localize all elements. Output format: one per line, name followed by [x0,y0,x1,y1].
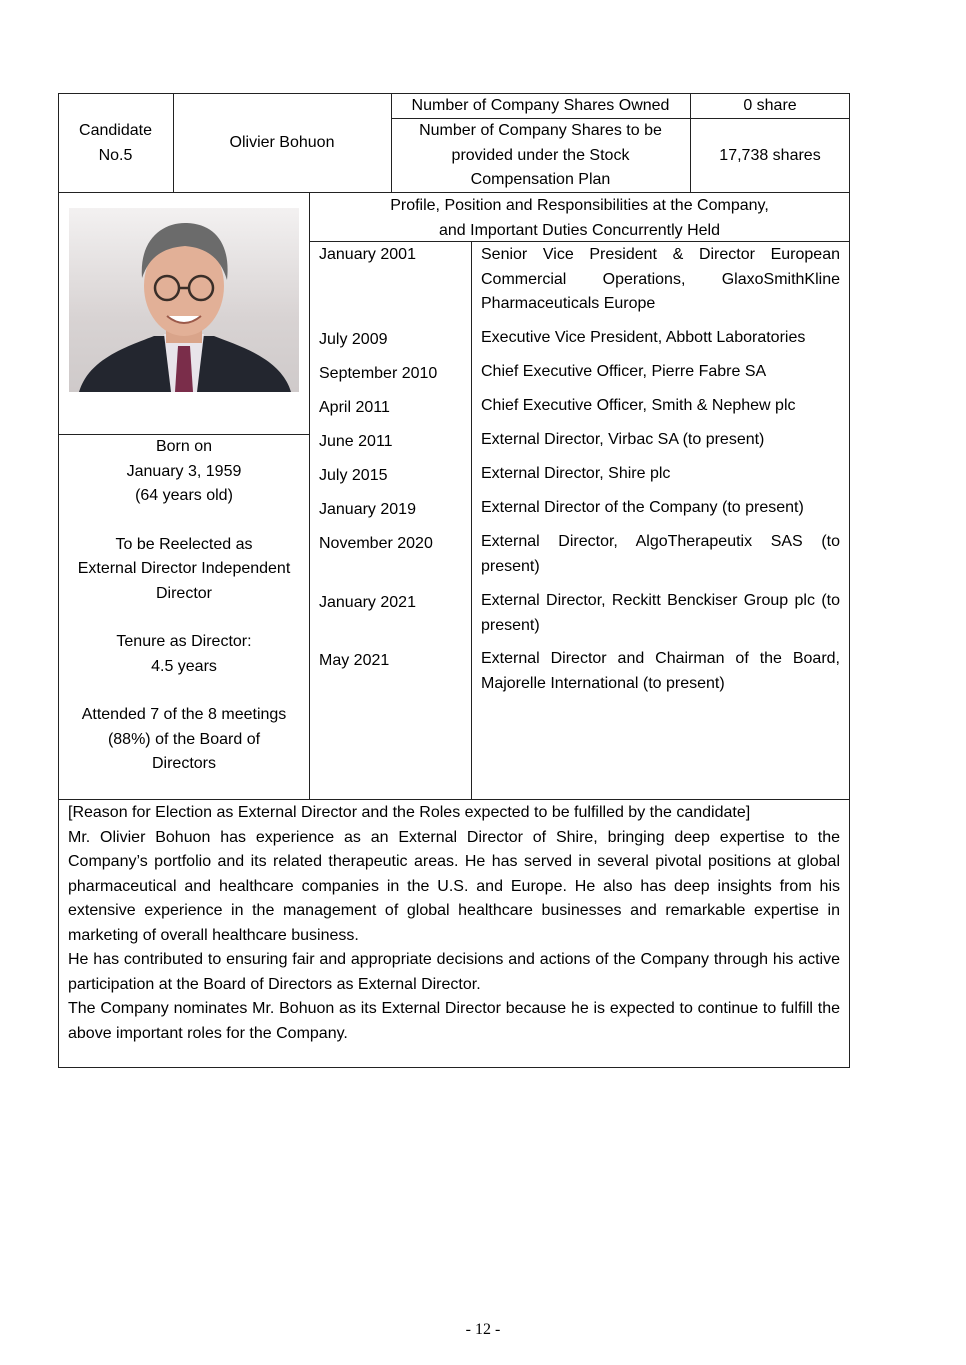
profile-date: July 2009 [319,331,388,348]
profile-desc: External Director and Chairman of the Board, Majorelle International (to present) [481,650,840,692]
candidate-no: No.5 [98,146,133,164]
reason-paragraph: Mr. Olivier Bohuon has experience as an External Director of Shire, bringing deep expertise to the Company’s portfolio and its related therapeutic areas. He has served in several pivotal positions at global pharmaceutical and healthcare companies in the U.S. and Europe. He also has deep insights from his extensive experience in the management of global healthcare businesses and remarkable expertise in marketing of overall healthcare business. [68,828,840,944]
reelect-line-2: External Director Independent [77,560,291,577]
tenure-value: 4.5 years [151,657,217,675]
shares-provided-value: 17,738 shares [719,147,821,164]
profile-desc: External Director, Reckitt Benckiser Group plc (to present) [481,592,840,634]
tenure-label: Tenure as Director: [116,633,252,650]
reelect-line-1: To be Reelected as [115,535,253,553]
attendance-line-3: Directors [151,755,216,772]
born-label: Born on [155,438,213,455]
reason-heading: [Reason for Election as External Director and the Roles expected to be fulfilled by the candidate] [68,804,751,821]
candidate-photo [69,208,299,392]
reelect-line-3: Director [155,584,212,602]
candidate-label: Candidate [79,122,152,139]
reason-section [68,801,840,1046]
candidate-number-cell [58,119,173,168]
profile-desc: External Director of the Company (to present) [481,499,804,516]
personal-info [58,435,310,777]
reason-paragraph: The Company nominates Mr. Bohuon as its External Director because he is expected to continue to fulfill the above important roles for the Company. [68,1000,840,1042]
shares-owned-value: 0 share [743,97,797,114]
attendance-line-1: Attended 7 of the 8 meetings [81,706,287,723]
profile-vline-dates [471,241,472,800]
profile-desc: Chief Executive Officer, Pierre Fabre SA [481,363,767,380]
profile-date: September 2010 [319,365,438,382]
profile-desc: External Director, Virbac SA (to present) [481,431,765,448]
profile-date: January 2021 [319,594,416,611]
reason-top-line [58,799,850,800]
page-number: - 12 - [465,1321,501,1338]
profile-date: January 2019 [319,501,416,518]
profile-desc: Senior Vice President & Director European Commercial Operations, GlaxoSmithKline Pharmaceuticals Europe [481,246,840,312]
profile-date: January 2001 [319,246,416,263]
profile-title: Profile, Position and Responsibilities at the Company, and Important Duties Concurrently Held [390,197,769,239]
shares-owned-label: Number of Company Shares Owned [411,97,670,114]
profile-desc: External Director, AlgoTherapeutix SAS (to present) [481,533,840,575]
profile-date: April 2011 [319,399,390,416]
profile-desc: Chief Executive Officer, Smith & Nephew plc [481,397,796,414]
attendance-line-2: (88%) of the Board of [107,730,261,748]
shares-provided-label: Number of Company Shares to be provided under the Stock Compensation Plan [419,122,662,188]
profile-date: May 2021 [319,652,390,669]
birth-date: January 3, 1959 [126,462,242,480]
profile-date: July 2015 [319,467,388,484]
candidate-name: Olivier Bohuon [229,134,335,151]
profile-desc: External Director, Shire plc [481,465,671,482]
profile-date: June 2011 [319,433,393,450]
reason-paragraph: He has contributed to ensuring fair and appropriate decisions and actions of the Company through his active participation at the Board of Directors as External Director. [68,951,840,993]
profile-date: November 2020 [319,535,433,552]
age: (64 years old) [135,487,233,504]
profile-desc: Executive Vice President, Abbott Laboratories [481,329,806,346]
